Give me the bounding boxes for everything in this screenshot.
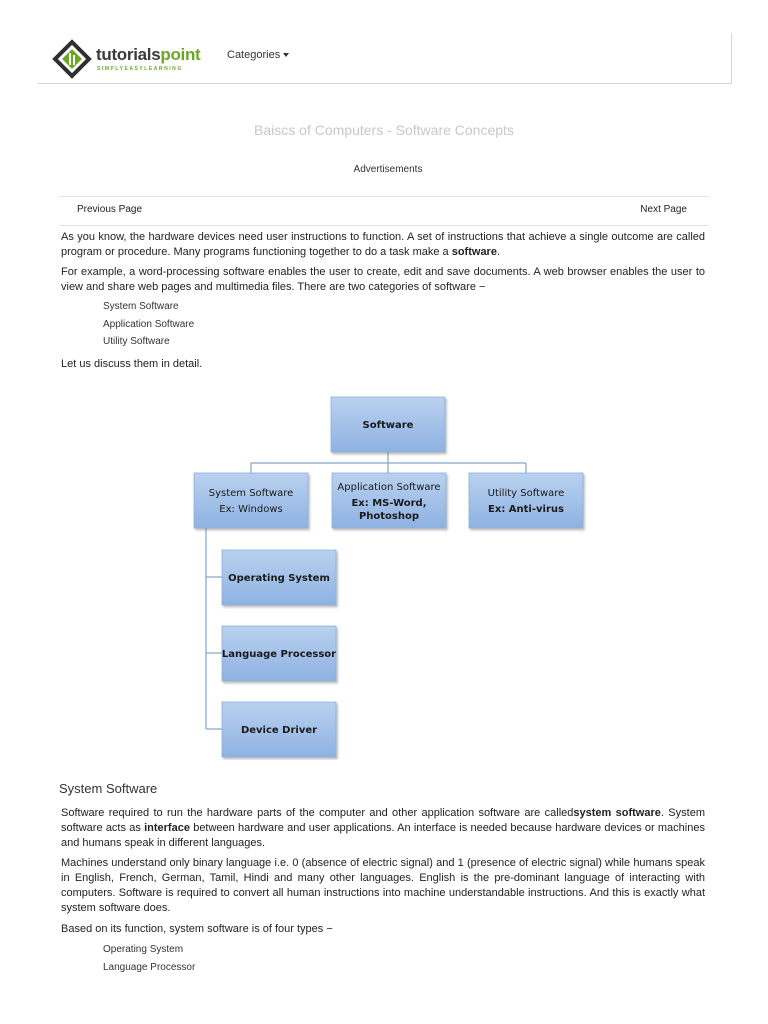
system-software-paragraph-2: Machines understand only binary language i.e. 0 (absence of electric signal) and 1 (presence of electric signal) while humans speak in English, French, German, Tamil, Hindi and many other languages. English is the pre-dominant language of interacting with computers. Software is required to convert all human instructions into machine understandable instructions. And this is exactly what system software does. xyxy=(61,857,705,914)
list-item: Application Software xyxy=(103,318,195,330)
next-page-link[interactable]: Next Page xyxy=(640,204,687,215)
application-software-example-1: Ex: MS-Word, xyxy=(351,498,427,509)
page-navigation xyxy=(59,196,709,226)
ss-p1-c: between hardware and user applications. An interface is needed because hardware devices or machines and humans speak in different languages. xyxy=(61,822,705,849)
utility-software-title: Utility Software xyxy=(487,488,565,499)
logo-word-2: point xyxy=(160,45,201,64)
ss-p1-a: Software required to run the hardware parts of the computer and other application software are called xyxy=(61,807,574,819)
list-item: System Software xyxy=(103,301,179,312)
advertisements-label: Advertisements xyxy=(353,164,423,175)
page-title: Baiscs of Computers - Software Concepts xyxy=(254,122,514,138)
list-item: Language Processor xyxy=(103,961,196,973)
system-software-paragraph-3: Based on its function, system software is of four types − xyxy=(61,923,333,935)
system-software-box xyxy=(194,473,308,528)
system-software-title: System Software xyxy=(208,488,294,499)
application-software-title: Application Software xyxy=(337,482,441,493)
logo-word-1: tutorials xyxy=(96,45,161,64)
logo[interactable] xyxy=(50,37,210,81)
language-processor-label: Language Processor xyxy=(221,649,337,660)
previous-page-link[interactable]: Previous Page xyxy=(77,204,143,215)
system-software-types-list xyxy=(103,941,195,976)
device-driver-label: Device Driver xyxy=(240,725,318,736)
intro-paragraph-3: Let us discuss them in detail. xyxy=(61,358,203,370)
logo-tagline: SIMPLYEASYLEARNING xyxy=(97,66,183,72)
list-item: Operating System xyxy=(103,944,184,955)
utility-software-example: Ex: Anti-virus xyxy=(488,504,564,515)
intro-p1-text: As you know, the hardware devices need user instructions to function. A set of instructions that achieve a single outcome are called program or procedure. Many programs functioning together to do a task make a xyxy=(61,231,705,258)
system-software-example: Ex: Windows xyxy=(219,504,283,515)
ss-p1-bold-2: interface xyxy=(144,822,190,834)
categories-dropdown[interactable] xyxy=(227,49,289,61)
categories-label: Categories xyxy=(227,49,281,61)
ss-p1-b: . System software acts as xyxy=(61,807,705,834)
list-item: Utility Software xyxy=(103,336,170,347)
software-hierarchy-diagram xyxy=(190,395,590,760)
intro-p1-end: . xyxy=(496,246,501,258)
caret-down-icon xyxy=(283,53,289,57)
system-software-paragraph-1 xyxy=(61,806,705,851)
logo-icon xyxy=(50,37,94,81)
site-header xyxy=(38,33,732,84)
intro-p1-bold: software xyxy=(451,246,497,258)
intro-paragraph-2: For example, a word-processing software enables the user to create, edit and save documents. A web browser enables the user to view and share web pages and multimedia files. There are two categories of software − xyxy=(61,266,705,293)
software-categories-list xyxy=(103,298,194,351)
utility-software-box xyxy=(469,473,583,528)
logo-wordmark xyxy=(96,45,200,65)
application-software-example-2: Photoshop xyxy=(358,511,420,522)
ss-p1-bold-1: system software xyxy=(573,807,661,819)
root-label: Software xyxy=(362,420,414,431)
operating-system-label: Operating System xyxy=(228,573,330,584)
system-software-heading: System Software xyxy=(59,781,158,796)
intro-paragraph-1 xyxy=(61,230,705,260)
